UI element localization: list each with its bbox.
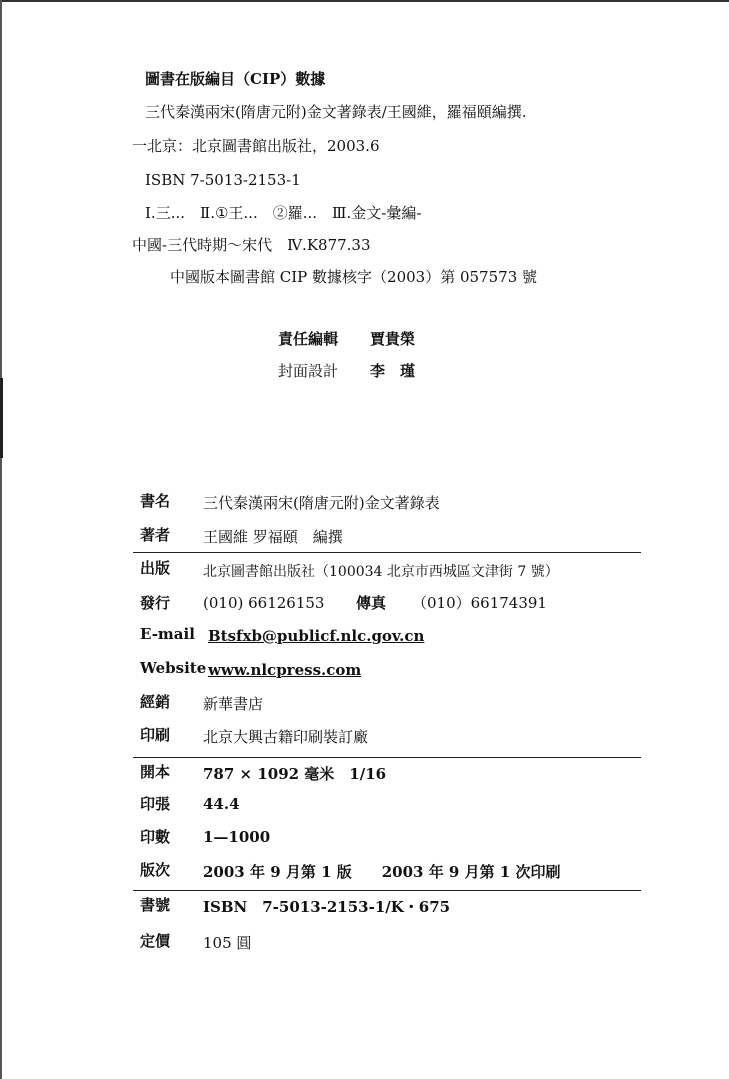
editor-name: 賈貴榮 [370,330,416,348]
cip-line-classification: 中國-三代時期～宋代 Ⅳ.K877.33 [132,236,371,254]
publisher-value: 北京圖書館出版社（100034 北京市西城區文津街 7 號） [203,564,559,580]
printer-label: 印刷 [140,726,171,744]
sheets-value: 44.4 [203,795,240,813]
rule-1 [133,552,641,553]
email-label: E-mail [140,625,195,643]
scan-mark [0,378,3,458]
title-label: 書名 [140,492,171,510]
cip-line-subjects: Ⅰ.三... Ⅱ.①王... ②羅... Ⅲ.金文-彙編- [145,204,422,222]
title-value: 三代秦漢兩宋(隋唐元附)金文著錄表 [203,494,440,512]
format-value: 787 × 1092 毫米 1/16 [203,765,387,783]
rule-2 [133,757,641,758]
cip-line-publisher: 一北京：北京圖書館出版社，2003.6 [132,137,380,155]
distributor-value: 新華書店 [203,695,264,713]
printer-value: 北京大興古籍印刷裝訂廠 [203,728,369,746]
phone-value: (010) 66126153 [203,594,325,612]
cip-line-isbn: ISBN 7-5013-2153-1 [145,171,301,189]
fax-value: （010）66174391 [412,594,547,612]
isbn-value: ISBN 7-5013-2153-1/K・675 [203,898,451,916]
rule-3 [133,890,641,891]
edition-label: 版次 [140,861,171,879]
website-label: Website [140,659,207,677]
price-value: 105 圓 [203,934,252,952]
designer-name: 李 瑾 [370,362,416,380]
website-link[interactable]: www.nlcpress.com [208,661,362,679]
editor-label: 責任編輯 [278,330,339,348]
page-left-edge [0,0,2,1079]
copies-value: 1—1000 [203,828,271,846]
sheets-label: 印張 [140,795,171,813]
distributor-label: 經銷 [140,693,171,711]
designer-label: 封面設計 [278,362,339,380]
isbn-label: 書號 [140,896,171,914]
publisher-label: 出版 [140,559,171,577]
cip-heading: 圖書在版編目（CIP）數據 [145,70,326,88]
edition-value: 2003 年 9 月第 1 版 2003 年 9 月第 1 次印刷 [203,863,561,881]
price-label: 定價 [140,932,171,950]
cip-line-record: 中國版本圖書館 CIP 數據核字（2003）第 057573 號 [170,268,538,286]
cip-line-title: 三代秦漢兩宋(隋唐元附)金文著錄表/王國維，羅福頤編撰. [145,103,527,121]
copies-label: 印數 [140,828,171,846]
format-label: 開本 [140,763,171,781]
distribution-label: 發行 [140,594,171,612]
author-label: 著者 [140,526,171,544]
email-link[interactable]: Btsfxb@publicf.nlc.gov.cn [208,627,425,645]
fax-label: 傳真 [356,594,387,612]
page-top-edge [0,0,729,2]
author-value: 王國維 罗福頤 編撰 [203,528,343,546]
